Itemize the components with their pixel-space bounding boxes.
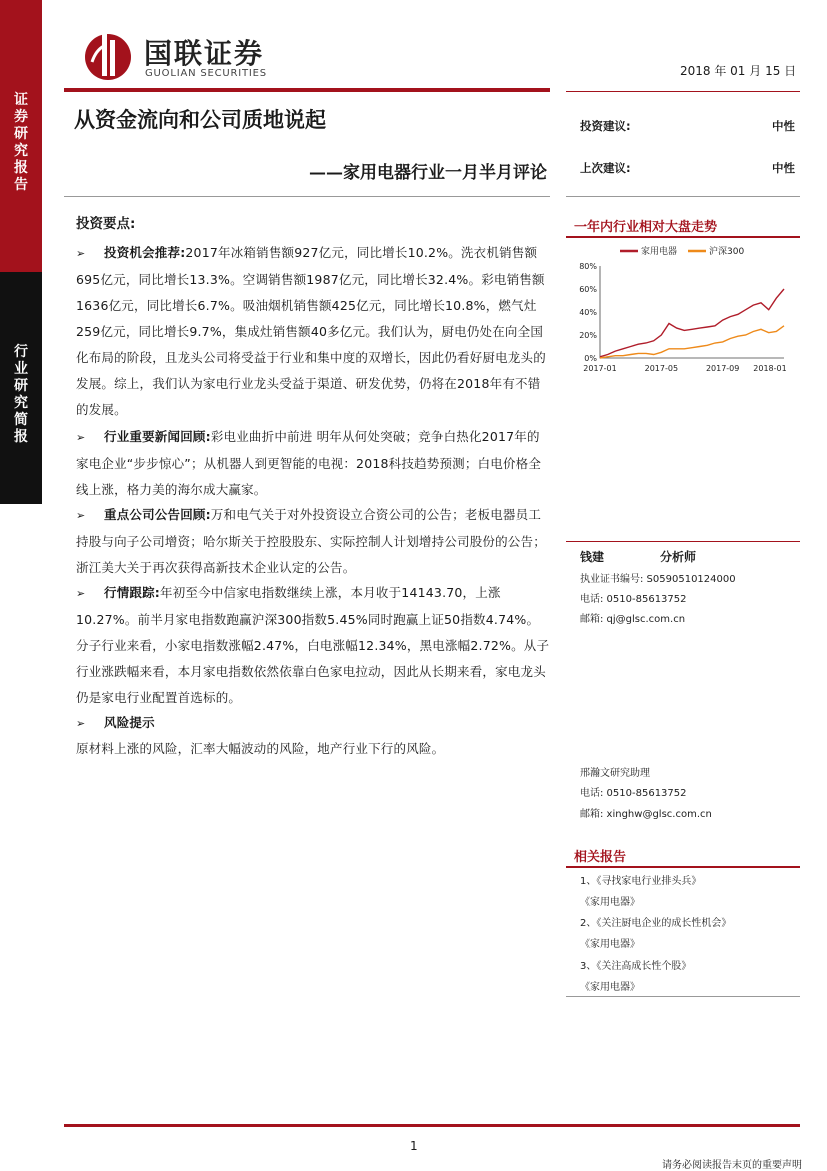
series-line-hs300 [600,326,784,358]
rating-previous-value: 中性 [772,161,795,175]
related-report-3-category: 《家用电器》 [580,982,640,993]
related-bottom-rule [566,996,800,997]
x-tick-label: 2017-09 [705,364,740,373]
analyst-title: 分析师 [660,550,697,564]
chart-axes [600,266,784,358]
related-report-3[interactable]: 3、《关注高成长性个股》 [580,961,692,972]
x-tick-label: 2018-01 [753,364,787,373]
legend-label-appliance: 家用电器 [641,247,678,257]
y-tick-label: 60% [579,285,597,294]
analyst-name: 钱建 [580,550,605,564]
related-report-1[interactable]: 1、《寻找家电行业排头兵》 [580,876,702,887]
analyst-cert: 执业证书编号: S0590510124000 [580,574,736,585]
analyst-top-rule [566,541,800,542]
point-industry-news: ➢ 行业重要新闻回顾:彩电业曲折中前进 明年从何处突破；竞争白热化2017年的家电企业“步步惊心”；从机器人到更智能的电视：2018科技趋势预测；白电价格全线上涨，格力美的海尔成大赢家。 [76,424,550,503]
series-line-appliance [600,289,784,357]
rating-divider [566,196,800,197]
chart-section-title: 一年内行业相对大盘走势 [574,220,718,235]
logo-name-cn: 国联证券 [144,37,265,70]
arrow-bullet-icon: ➢ [76,509,86,522]
y-tick-label: 80% [579,262,597,271]
point-market-tracking: ➢ 行情跟踪:年初至今中信家电指数继续上涨，本月收于14143.70，上涨10.27%。前半月家电指数跑赢沪深300指数5.45%同时跑赢上证50指数4.74%。分子行业来看，小家电指数涨幅2.47%，白电涨幅12.34%，黑电涨幅2.72%。从子行业涨跌幅来看，本月家电指数依然依靠白色家电拉动，因此从长期来看，家电龙头仍是家电行业配置首选标的。 [76,580,550,711]
arrow-bullet-icon: ➢ [76,587,86,600]
header-rule-right [566,91,800,92]
x-tick-label: 2017-05 [644,364,679,373]
y-tick-label: 20% [579,331,597,340]
assistant-name: 邢瀚文研究助理 [580,768,650,779]
arrow-bullet-icon: ➢ [76,247,86,260]
point-risk-text: 原材料上涨的风险，汇率大幅波动的风险，地产行业下行的风险。 [76,741,445,756]
assistant-phone: 电话: 0510-85613752 [580,788,687,799]
side-label-securities-report: 证 券 研 究 报 告 [0,0,42,272]
header-rule [64,88,550,92]
footer-disclaimer: 请务必阅读报告末页的重要声明 [662,1160,802,1171]
relative-performance-chart [570,240,796,380]
related-report-2-category: 《家用电器》 [580,939,640,950]
points-heading: 投资要点: [76,216,136,232]
rating-current-label: 投资建议: [580,119,631,133]
footer-rule [64,1124,800,1127]
legend-label-hs300: 沪深300 [709,247,745,257]
arrow-bullet-icon: ➢ [76,717,86,730]
logo-emblem-icon [82,30,134,82]
rating-previous-label: 上次建议: [580,161,631,175]
point-company-announcements: ➢ 重点公司公告回顾:万和电气关于对外投资设立合资公司的公告；老板电器员工持股与向子公司增资；哈尔斯关于控股股东、实际控制人计划增持公司股份的公告；浙江美大关于再次获得高新技术企业认定的公告。 [76,502,550,581]
analyst-email: 邮箱: qj@glsc.com.cn [580,614,686,625]
chart-section-rule [566,236,800,238]
page-number: 1 [410,1139,418,1153]
y-tick-label: 0% [584,354,597,363]
x-tick-label: 2017-01 [583,364,617,373]
report-date: 2018 年 01 月 15 日 [680,64,797,78]
report-subtitle: ——家用电器行业一月半月评论 [309,163,547,183]
point-risk-heading: ➢ 风险提示 [76,710,550,737]
related-report-2[interactable]: 2、《关注厨电企业的成长性机会》 [580,918,732,929]
related-report-1-category: 《家用电器》 [580,897,640,908]
y-tick-label: 40% [579,308,597,317]
related-reports-title: 相关报告 [574,850,627,865]
title-divider [64,196,550,197]
logo-name-en: GUOLIAN SECURITIES [145,68,267,79]
arrow-bullet-icon: ➢ [76,431,86,444]
related-reports-rule [566,866,800,868]
company-logo [82,30,312,85]
point-investment-opportunity: ➢ 投资机会推荐:2017年冰箱销售额927亿元，同比增长10.2%。洗衣机销售额695亿元，同比增长13.3%。空调销售额1987亿元，同比增长32.4%。彩电销售额1636亿元，同比增长6.7%。吸油烟机销售额425亿元，同比增长10.8%，燃气灶259亿元，同比增长9.7%，集成灶销售额40多亿元。我们认为，厨电仍处在向全国化布局的阶段，且龙头公司将受益于行业和集中度的双增长，因此仍看好厨电龙头的发展。综上，我们认为家电行业龙头受益于渠道、研发优势，仍将在2018年有不错的发展。 [76,240,550,423]
rating-current-value: 中性 [772,119,795,133]
analyst-phone: 电话: 0510-85613752 [580,594,687,605]
side-label-industry-brief: 行 业 研 究 简 报 [0,272,42,504]
assistant-email: 邮箱: xinghw@glsc.com.cn [580,809,712,820]
report-title: 从资金流向和公司质地说起 [74,107,326,132]
